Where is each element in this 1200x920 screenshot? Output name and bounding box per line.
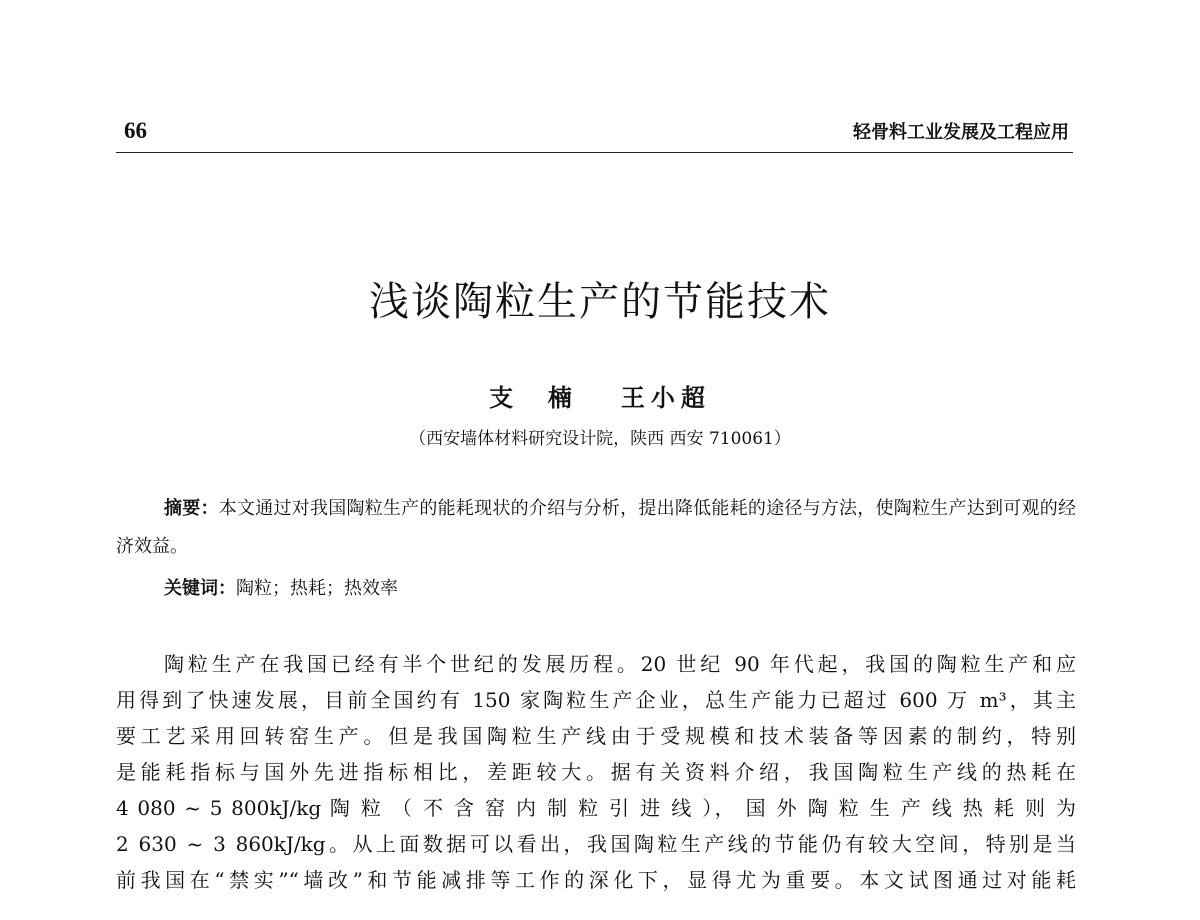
abstract-text: 本文通过对我国陶粒生产的能耗现状的介绍与分析，提出降低能耗的途径与方法，使陶粒生产达到可观的经济效益。	[116, 498, 1076, 557]
body-line: 用得到了快速发展，目前全国约有 150 家陶粒生产企业，总生产能力已超过 600 万 m³，其主	[116, 688, 1076, 712]
journal-title: 轻骨料工业发展及工程应用	[853, 122, 1069, 143]
running-header	[116, 112, 1073, 153]
keywords-label: 关键词：	[164, 578, 236, 599]
body-line: 4 080 ~ 5 800kJ/kg 陶 粒 （ 不 含 窑 内 制 粒 引 进 线 ）， 国 外 陶 粒 生 产 线 热 耗 则 为	[116, 796, 1076, 820]
body-line: 前我国在“禁实”“墙改”和节能减排等工作的深化下，显得尤为重要。本文试图通过对能耗	[116, 868, 1076, 892]
page-number: 66	[124, 118, 147, 143]
keywords	[164, 570, 398, 608]
body-paragraph	[116, 646, 1076, 898]
article-affiliation: （西安墙体材料研究设计院，陕西 西安 710061）	[409, 429, 791, 449]
abstract	[116, 490, 1076, 566]
body-line: 要工艺采用回转窑生产。但是我国陶粒生产线由于受规模和技术装备等因素的制约，特别	[116, 724, 1076, 748]
body-line: 陶粒生产在我国已经有半个世纪的发展历程。20 世纪 90 年代起，我国的陶粒生产和应	[164, 652, 1076, 676]
article-authors: 支 楠 王小超	[489, 383, 711, 412]
body-line: 2 630 ~ 3 860kJ/kg。从上面数据可以看出，我国陶粒生产线的节能仍有较大空间，特别是当	[116, 832, 1076, 856]
abstract-label: 摘要：	[164, 498, 219, 519]
article-title: 浅谈陶粒生产的节能技术	[369, 279, 831, 325]
body-line: 是能耗指标与国外先进指标相比，差距较大。据有关资料介绍，我国陶粒生产线的热耗在	[116, 760, 1076, 784]
keywords-text: 陶粒；热耗；热效率	[236, 578, 398, 599]
